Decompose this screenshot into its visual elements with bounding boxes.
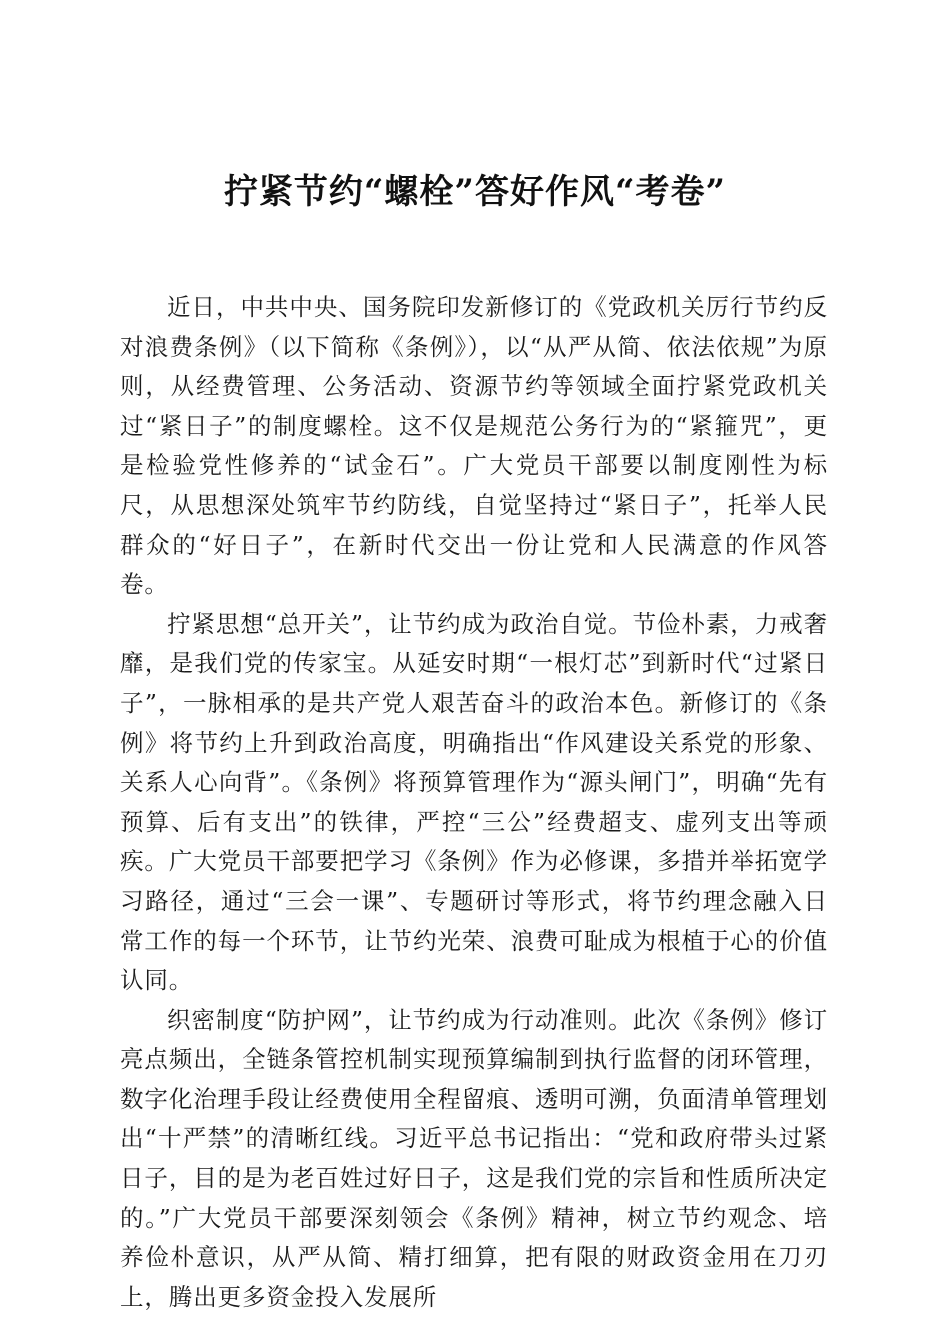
- document-title: 拧紧节约“螺栓”答好作风“考卷”: [223, 172, 727, 212]
- paragraph-intro: 近日，中共中央、国务院印发新修订的《党政机关厉行节约反对浪费条例》（以下简称《条例》），以“从严从简、依法依规”为原则，从经费管理、公务活动、资源节约等领域全面拧紧党政机关过“紧日子”的制度螺栓。这不仅是规范公务行为的“紧箍咒”，更是检验党性修养的“试金石”。广大党员干部要以制度刚性为标尺，从思想深处筑牢节约防线，自觉坚持过“紧日子”，托举人民群众的“好日子”，在新时代交出一份让党和人民满意的作风答卷。: [120, 293, 828, 599]
- document-body: [120, 288, 828, 1317]
- paragraph-ideology: 拧紧思想“总开关”，让节约成为政治自觉。节俭朴素，力戒奢靡，是我们党的传家宝。从延安时期“一根灯芯”到新时代“过紧日子”，一脉相承的是共产党人艰苦奋斗的政治本色。新修订的《条例》将节约上升到政治高度，明确指出“作风建设关系党的形象、关系人心向背”。《条例》将预算管理作为“源头闸门”，明确“先有预算、后有支出”的铁律，严控“三公”经费超支、虚列支出等顽疾。广大党员干部要把学习《条例》作为必修课，多措并举拓宽学习路径，通过“三会一课”、专题研讨等形式，将节约理念融入日常工作的每一个环节，让节约光荣、浪费可耻成为根植于心的价值认同。: [120, 609, 828, 995]
- paragraph-system: 织密制度“防护网”，让节约成为行动准则。此次《条例》修订亮点频出，全链条管控机制实现预算编制到执行监督的闭环管理，数字化治理手段让经费使用全程留痕、透明可溯，负面清单管理划出“十严禁”的清晰红线。习近平总书记指出：“党和政府带头过紧日子，目的是为老百姓过好日子，这是我们党的宗旨和性质所决定的。”广大党员干部要深刻领会《条例》精神，树立节约观念、培养俭朴意识，从严从简、精打细算，把有限的财政资金用在刀刃上，腾出更多资金投入发展所: [120, 1005, 828, 1311]
